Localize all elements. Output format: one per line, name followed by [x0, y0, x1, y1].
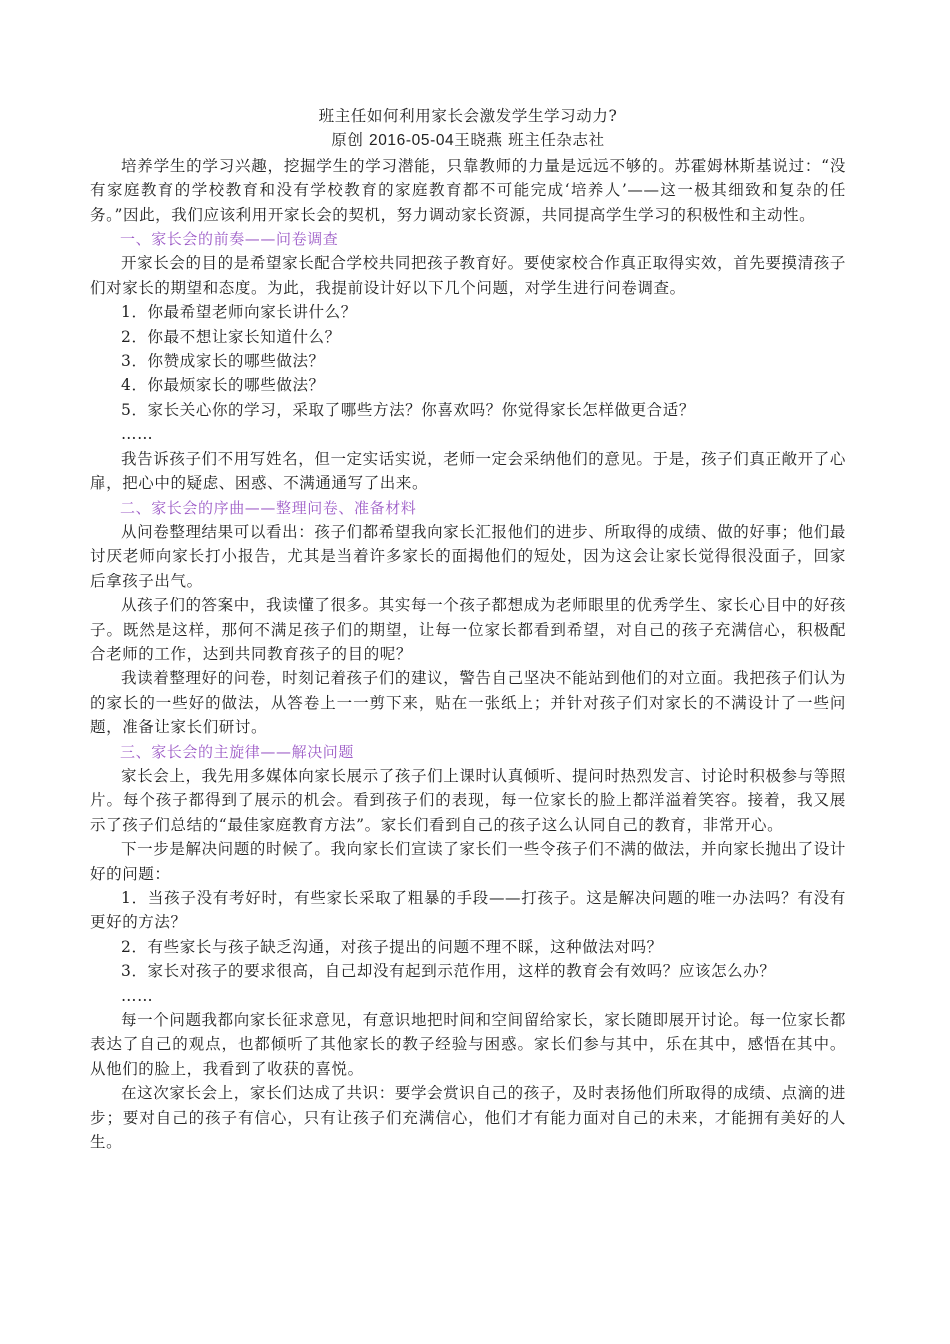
- section-3-paragraph-1: 家长会上，我先用多媒体向家长展示了孩子们上课时认真倾听、提问时热烈发言、讨论时积极参与等照片。每个孩子都得到了展示的机会。看到孩子们的表现，每一位家长的脸上都洋溢着笑容。接着，我又展示了孩子们总结的“最佳家庭教育方法”。家长们看到自己的孩子这么认同自己的教育，非常开心。: [90, 766, 846, 834]
- meta-date: 2016-05-04: [368, 132, 455, 150]
- section-2-paragraph-2: 从孩子们的答案中，我读懂了很多。其实每一个孩子都想成为老师眼里的优秀学生、家长心目中的好孩子。既然是这样，那何不满足孩子们的期望，让每一位家长都看到希望，对自己的孩子充满信心，积极配合老师的工作，达到共同教育孩子的目的呢？: [90, 596, 846, 663]
- survey-question: 5．家长关心你的学习，采取了哪些方法？你喜欢吗？你觉得家长怎样做更合适？: [121, 400, 695, 419]
- section-heading-1: 一、家长会的前奏——问卷调查: [120, 230, 339, 249]
- meta-source: 班主任杂志社: [508, 131, 605, 150]
- survey-question: 1．你最希望老师向家长讲什么？: [121, 303, 357, 322]
- survey-question: 3．你赞成家长的哪些做法？: [121, 352, 325, 371]
- section-1-paragraph-2: 我告诉孩子们不用写姓名，但一定实话实说，老师一定会采纳他们的意见。于是，孩子们真正敞开了心扉，把心中的疑虑、困惑、不满通通写了出来。: [90, 449, 846, 493]
- section-1-paragraph-1: 开家长会的目的是希望家长配合学校共同把孩子教育好。要使家校合作真正取得实效，首先要摸清孩子们对家长的期望和态度。为此，我提前设计好以下几个问题，对学生进行问卷调查。: [90, 254, 846, 297]
- document-page: [90, 104, 846, 1154]
- section-3-paragraph-4: 在这次家长会上，家长们达成了共识：要学会赏识自己的孩子，及时表扬他们所取得的成绩、点滴的进步；要对自己的孩子有信心，只有让孩子们充满信心，他们才有能力面对自己的未来，才能拥有美好的人生。: [90, 1084, 846, 1152]
- meta-author: 王晓燕: [454, 131, 503, 150]
- section-heading-2: 二、家长会的序曲——整理问卷、准备材料: [120, 498, 417, 517]
- survey-question: 2．你最不想让家长知道什么？: [121, 327, 341, 346]
- section-2-paragraph-1: 从问卷整理结果可以看出：孩子们都希望我向家长汇报他们的进步、所取得的成绩、做的好事；他们最讨厌老师向家长打小报告，尤其是当着许多家长的面揭他们的短处，因为这会让家长觉得很没面子，回家后拿孩子出气。: [90, 522, 846, 590]
- section-3-paragraph-2: 下一步是解决问题的时候了。我向家长们宣读了家长们一些令孩子们不满的做法，并向家长抛出了设计好的问题：: [90, 840, 846, 883]
- ellipsis: ……: [121, 425, 154, 444]
- section-3-paragraph-3: 每一个问题我都向家长征求意见，有意识地把时间和空间留给家长，家长随即展开讨论。每一位家长都表达了自己的观点，也都倾听了其他家长的教子经验与困惑。家长们参与其中，乐在其中，感悟在其中。从他们的脸上，我看到了收获的喜悦。: [90, 1011, 846, 1078]
- meta-type: 原创: [331, 131, 364, 150]
- survey-question: 4．你最烦家长的哪些做法？: [121, 376, 325, 395]
- parent-question: 1．当孩子没有考好时，有些家长采取了粗暴的手段——打孩子。这是解决问题的唯一办法吗？有没有更好的方法？: [90, 889, 846, 932]
- document-title: 班主任如何利用家长会激发学生学习动力?: [318, 107, 618, 125]
- parent-question: 2．有些家长与孩子缺乏沟通，对孩子提出的问题不理不睬，这种做法对吗？: [121, 937, 663, 956]
- section-heading-3: 三、家长会的主旋律——解决问题: [120, 742, 355, 761]
- section-2-paragraph-3: 我读着整理好的问卷，时刻记着孩子们的建议，警告自己坚决不能站到他们的对立面。我把孩子们认为的家长的一些好的做法，从答卷上一一剪下来，贴在一张纸上；并针对孩子们对家长的不满设计了一些问题，准备让家长们研讨。: [90, 669, 846, 737]
- parent-question: 3．家长对孩子的要求很高，自己却没有起到示范作用，这样的教育会有效吗？应该怎么办？: [121, 962, 776, 981]
- ellipsis: ……: [121, 986, 154, 1005]
- document-meta: [90, 128, 846, 153]
- intro-paragraph: 培养学生的学习兴趣，挖掘学生的学习潜能，只靠教师的力量是远远不够的。苏霍姆林斯基说过：“没有家庭教育的学校教育和没有学校教育的家庭教育都不可能完成‘培养人’——这一极其细致和复杂的任务。”因此，我们应该利用开家长会的契机，努力调动家长资源，共同提高学生学习的积极性和主动性。: [90, 156, 846, 224]
